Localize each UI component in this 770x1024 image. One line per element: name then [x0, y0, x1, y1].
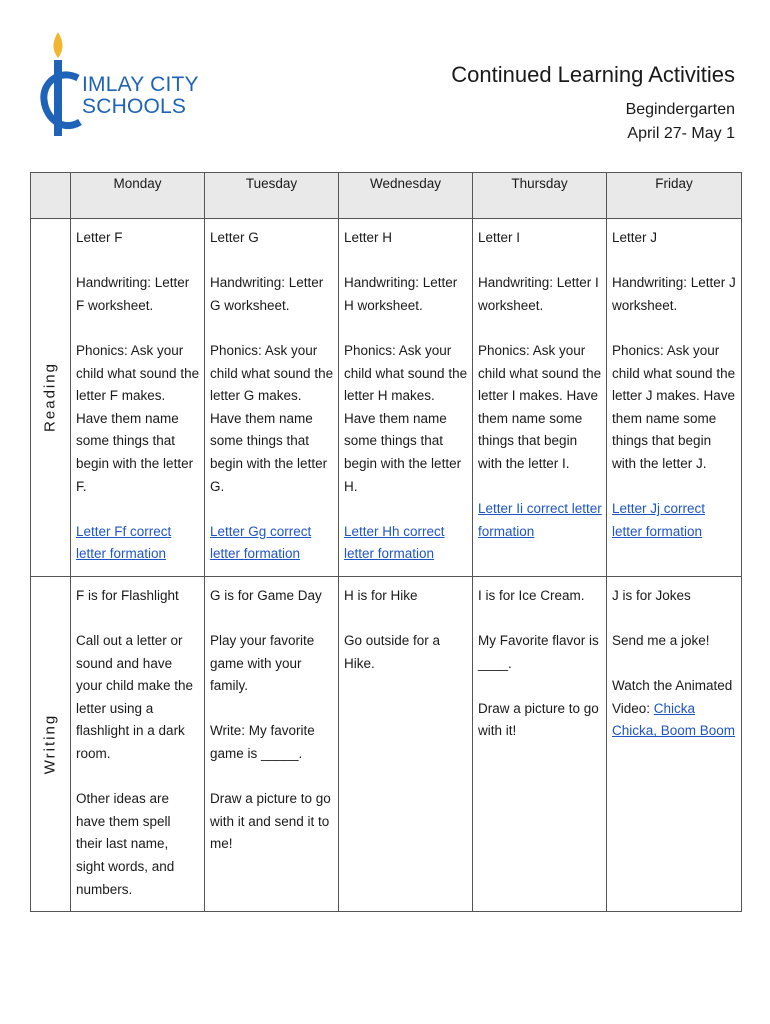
- letter-title: Letter I: [478, 230, 521, 245]
- date-range: April 27- May 1: [627, 125, 735, 142]
- reading-cell-wednesday: [339, 219, 473, 577]
- writing-side-cell: [31, 576, 71, 911]
- writing-cell-wednesday: [339, 576, 473, 911]
- letter-title: Letter J: [612, 230, 658, 245]
- reading-side-cell: [31, 219, 71, 577]
- schedule-table: [30, 172, 742, 912]
- activity-title: J is for Jokes: [612, 587, 691, 603]
- phonics-text: Phonics: Ask your child what sound the letter H makes. Have them name some things that begin with the letter H.: [344, 342, 468, 494]
- school-name-line2: SCHOOLS: [82, 95, 187, 118]
- day-header-row: [31, 173, 742, 219]
- letter-formation-link[interactable]: Letter Ii correct letter formation: [478, 501, 602, 539]
- flame-icon: [54, 32, 63, 58]
- activity-text: Send me a joke!: [612, 633, 710, 649]
- handwriting-text: Handwriting: Letter J worksheet.: [612, 275, 736, 313]
- phonics-text: Phonics: Ask your child what sound the letter I makes. Have them name some things that begin with the letter I.: [478, 342, 602, 471]
- school-name-line1: IMLAY CITY: [82, 73, 199, 96]
- video-prefix: Watch the Animated Video:: [612, 678, 733, 716]
- phonics-text: Phonics: Ask your child what sound the letter J makes. Have them name some things that begin with the letter J.: [612, 342, 736, 471]
- reading-cell-tuesday: [205, 219, 339, 577]
- activity-text: Call out a letter or sound and have your child make the letter using a flashlight in a dark room.: [76, 633, 194, 762]
- activity-title: I is for Ice Cream.: [478, 587, 585, 603]
- writing-cell-monday: [71, 576, 205, 911]
- activity-text: Play your favorite game with your family.: [210, 633, 315, 694]
- school-name: [82, 74, 199, 118]
- activity-text: My Favorite flavor is ____.: [478, 633, 599, 671]
- letter-title: Letter H: [344, 230, 393, 245]
- grade-label: Begindergarten: [625, 101, 735, 118]
- reading-cell-friday: [607, 219, 742, 577]
- reading-row: [31, 219, 742, 577]
- header: [451, 62, 735, 146]
- day-monday: Monday: [71, 173, 205, 219]
- activity-text: Draw a picture to go with it and send it to me!: [210, 791, 331, 852]
- phonics-text: Phonics: Ask your child what sound the letter G makes. Have them name some things that begin with the letter G.: [210, 342, 334, 494]
- activity-text: Write: My favorite game is _____.: [210, 723, 315, 762]
- activity-title: G is for Game Day: [210, 587, 322, 603]
- activity-title: F is for Flashlight: [76, 587, 179, 603]
- letter-formation-link[interactable]: Letter Gg correct letter formation: [210, 523, 312, 562]
- writing-cell-tuesday: [205, 576, 339, 911]
- phonics-text: Phonics: Ask your child what sound the letter F makes. Have them name some things that begin with the letter F.: [76, 342, 200, 494]
- letter-formation-link[interactable]: Letter Jj correct letter formation: [612, 501, 706, 539]
- letter-title: Letter G: [210, 230, 259, 245]
- reading-label: Reading: [41, 362, 59, 433]
- activity-text: Draw a picture to go with it!: [478, 700, 599, 739]
- reading-cell-thursday: [473, 219, 607, 577]
- reading-cell-monday: [71, 219, 205, 577]
- activity-text: Go outside for a Hike.: [344, 633, 441, 671]
- writing-cell-friday: [607, 576, 742, 911]
- handwriting-text: Handwriting: Letter F worksheet.: [76, 275, 190, 313]
- activity-title: H is for Hike: [344, 587, 418, 603]
- writing-label: Writing: [41, 713, 59, 775]
- chicka-video-link[interactable]: Chicka Chicka, Boom Boom: [612, 700, 736, 739]
- page-title: Continued Learning Activities: [451, 62, 735, 87]
- video-line: [612, 675, 737, 743]
- activity-text: Other ideas are have them spell their last name, sight words, and numbers.: [76, 791, 175, 897]
- day-friday: Friday: [607, 173, 742, 219]
- writing-row: [31, 576, 742, 911]
- letter-formation-link[interactable]: Letter Hh correct letter formation: [344, 523, 445, 562]
- handwriting-text: Handwriting: Letter I worksheet.: [478, 275, 599, 313]
- letter-formation-link[interactable]: Letter Ff correct letter formation: [76, 523, 172, 562]
- letter-title: Letter F: [76, 230, 123, 245]
- day-tuesday: Tuesday: [205, 173, 339, 219]
- day-wednesday: Wednesday: [339, 173, 473, 219]
- handwriting-text: Handwriting: Letter H worksheet.: [344, 275, 458, 313]
- handwriting-text: Handwriting: Letter G worksheet.: [210, 275, 324, 313]
- day-thursday: Thursday: [473, 173, 607, 219]
- corner-cell: [31, 173, 71, 219]
- writing-cell-thursday: [473, 576, 607, 911]
